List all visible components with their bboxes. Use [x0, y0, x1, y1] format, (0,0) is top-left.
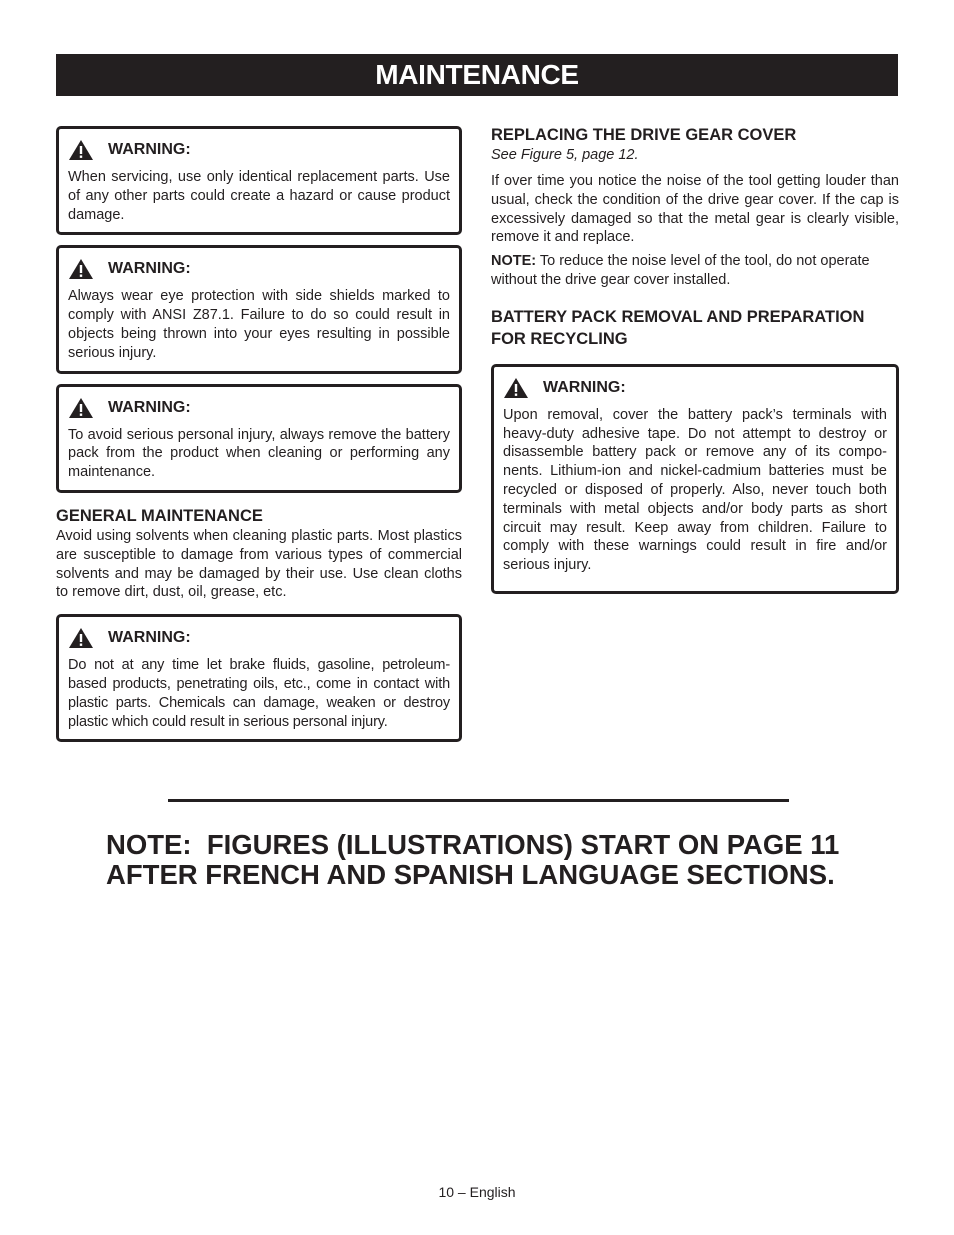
figures-note-line-1: NOTE: FIGURES (ILLUSTRATIONS) START ON PAGE 11: [106, 829, 840, 860]
warning-text: To avoid serious personal injury, always remove the battery pack from the product when cleaning or performing any maintenance.: [68, 426, 450, 481]
drive-gear-heading: REPLACING THE DRIVE GEAR COVER: [491, 126, 797, 144]
page-title: MAINTENANCE: [56, 54, 898, 96]
drive-gear-note: [491, 252, 899, 290]
warning-triangle-icon: [68, 397, 94, 419]
figure-reference: See Figure 5, page 12.: [491, 147, 639, 163]
warning-title: WARNING:: [108, 260, 191, 278]
note-text: To reduce the noise level of the tool, do not operate without the drive gear cover installed.: [491, 253, 870, 288]
warning-text: Always wear eye protection with side shields marked to comply with ANSI Z87.1. Failure to do so could result in objects being thrown into your eyes resulting in possible serious injury.: [68, 288, 450, 361]
warning-triangle-icon: [68, 627, 94, 649]
warning-title: WARNING:: [108, 141, 191, 158]
warning-title: WARNING:: [108, 398, 191, 416]
note-label: NOTE:: [491, 253, 537, 270]
warning-text: Do not at any time let brake fluids, gasoline, petroleum-based products, penetrating oils, etc., come in contact with plastic parts. Chemicals can damage, weaken or destroy plastic which could result in serious personal injury.: [68, 657, 450, 730]
warning-box-eye-protection: [56, 245, 462, 373]
divider-rule: [168, 799, 789, 802]
warning-box-remove-battery: [56, 384, 462, 493]
battery-heading: BATTERY PACK REMOVAL AND PREPARATION FOR RECYCLING: [491, 307, 865, 348]
warning-box-battery: [491, 364, 899, 594]
warning-triangle-icon: [503, 377, 529, 399]
figures-note: [106, 830, 926, 890]
figures-note-line-2: AFTER FRENCH AND SPANISH LANGUAGE SECTIONS.: [106, 859, 835, 890]
right-column: [491, 124, 899, 604]
general-maintenance-text: Avoid using solvents when cleaning plastic parts. Most plastics are susceptible to damage from various types of commercial solvents and may be damaged by their use. Use clean cloths to remove dirt, dust, oil, grease, etc.: [56, 527, 462, 601]
warning-text: Upon removal, cover the battery pack’s terminals with heavy-duty adhesive tape. Do not attempt to destroy or disassemble battery pack or remove any of its compo-nents. Lithium-ion and nickel-cadmium batteries must be recycled or disposed of properly. Also, never touch both terminals with metal objects and/or body parts as short circuit may result. Keep away from children. Failure to comply with these warnings could result in fire and/or serious injury.: [503, 406, 887, 574]
left-column: [56, 126, 462, 752]
drive-gear-text: If over time you notice the noise of the tool getting louder than usual, check the condition of the drive gear cover. If the cap is excessively damaged so that the metal gear is clearly visible, remove it and replace.: [491, 173, 899, 246]
general-maintenance-heading: GENERAL MAINTENANCE: [56, 506, 263, 525]
warning-box-chemicals: [56, 614, 462, 742]
warning-title: WARNING:: [543, 378, 626, 396]
warning-text: When servicing, use only identical replacement parts. Use of any other parts could create a hazard or cause product damage.: [68, 169, 450, 223]
warning-box-replacement-parts: [56, 126, 462, 235]
warning-triangle-icon: [68, 258, 94, 280]
warning-title: WARNING:: [108, 629, 191, 647]
warning-triangle-icon: [68, 139, 94, 161]
page-number: 10 – English: [438, 1184, 516, 1200]
